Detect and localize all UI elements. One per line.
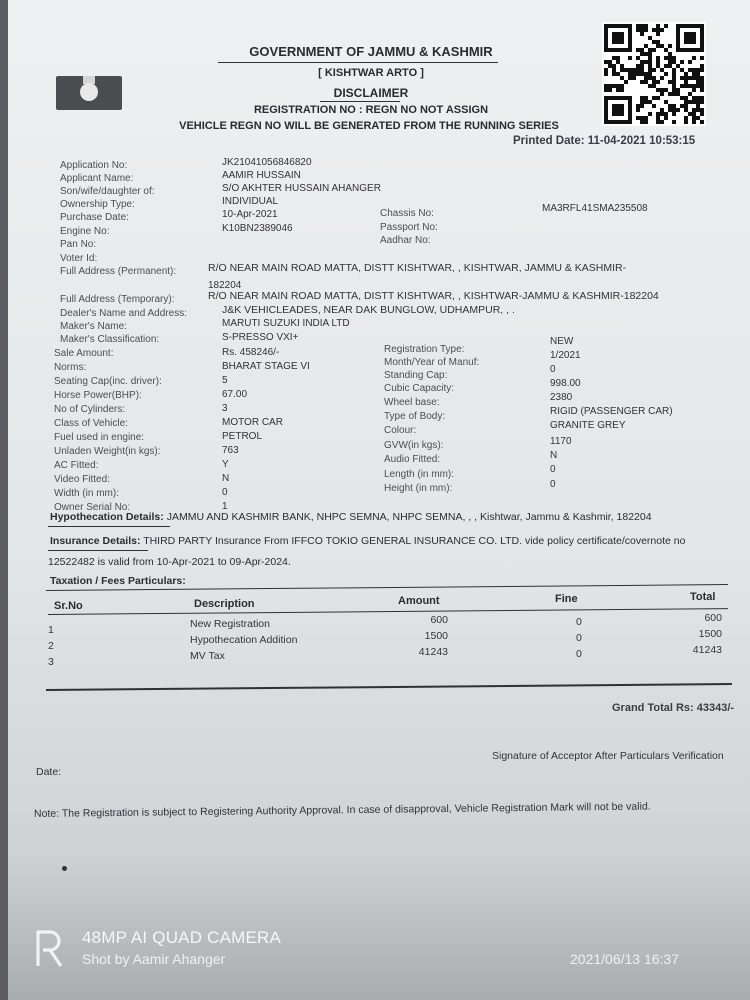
applicant-field-value: 10-Apr-2021: [222, 209, 278, 220]
fee-fine: 0: [576, 632, 582, 644]
fee-fine: 0: [576, 648, 582, 660]
spec-label: No of Cylinders:: [54, 404, 126, 415]
applicant-field-label: Applicant Name:: [60, 173, 134, 184]
spec-label: Norms:: [54, 362, 87, 373]
insurance-details: [50, 535, 685, 547]
spec-label: Video Fitted:: [54, 474, 110, 485]
fee-amount: 1500: [424, 630, 448, 642]
spec-value: 0: [222, 487, 228, 498]
insurance-underline: [48, 550, 148, 551]
spec-right-label: Colour:: [384, 425, 417, 436]
fee-total: 41243: [692, 644, 722, 656]
classification-label: Maker's Classification:: [60, 334, 160, 345]
applicant-field-label: Son/wife/daughter of:: [60, 186, 155, 197]
permanent-address-value: R/O NEAR MAIN ROAD MATTA, DISTT KISHTWAR, , KISHTWAR, JAMMU & KASHMIR-: [208, 262, 627, 274]
spec-value: MOTOR CAR: [222, 417, 283, 428]
printed-date: Printed Date: 11-04-2021 10:53:15: [513, 135, 696, 147]
spec-label: Owner Serial No:: [54, 502, 131, 513]
applicant-field-label: Voter Id:: [60, 253, 98, 264]
spec-right-label: Standing Cap:: [384, 370, 448, 381]
series-notice: VEHICLE REGN NO WILL BE GENERATED FROM THE RUNNING SERIES: [179, 120, 559, 132]
hypothecation-underline: [48, 526, 170, 527]
office-name: [ KISHTWAR ARTO ]: [318, 67, 424, 79]
government-title: GOVERNMENT OF JAMMU & KASHMIR: [249, 44, 493, 59]
temporary-address-label: Full Address (Temporary):: [60, 294, 175, 305]
spec-right-label: Cubic Capacity:: [384, 383, 455, 394]
spec-right-value: 0: [550, 464, 556, 475]
spec-right-label: Wheel base:: [384, 397, 440, 408]
applicant-field-label: Application No:: [60, 160, 128, 171]
vehicle-id-label: Aadhar No:: [380, 235, 431, 246]
camera-brand-logo-icon: [34, 928, 66, 968]
disclaimer-underline: [320, 101, 400, 102]
permanent-address-pin: 182204: [208, 280, 242, 291]
maker-label: Maker's Name:: [60, 321, 127, 332]
spec-right-label: Month/Year of Manuf:: [384, 357, 480, 368]
spec-right-value: 2380: [550, 392, 573, 403]
spec-right-value: N: [550, 450, 558, 461]
spec-label: Horse Power(BHP):: [54, 390, 142, 401]
spec-label: Seating Cap(inc. driver):: [54, 376, 162, 387]
insurance-label: Insurance Details:: [50, 535, 141, 547]
insurance-line-2: 12522482 is valid from 10-Apr-2021 to 09-Apr-2024.: [48, 556, 291, 568]
approval-note: Note: The Registration is subject to Registering Authority Approval. In case of disapproval, Vehicle Registration Mark will not be valid.: [33, 800, 651, 820]
spec-right-value: 998.00: [550, 378, 581, 389]
spec-label: Fuel used in engine:: [54, 432, 145, 443]
table-bottom-rule: [46, 683, 732, 690]
camera-watermark: 48MP AI QUAD CAMERA: [82, 928, 282, 947]
fee-sr-no: 2: [48, 640, 54, 652]
spec-value: 3: [222, 403, 228, 414]
spec-right-label: Type of Body:: [384, 411, 446, 422]
fee-amount: 41243: [418, 646, 448, 658]
fee-description: MV Tax: [190, 650, 225, 662]
header-sr-no: Sr.No: [54, 600, 83, 612]
acceptor-signature-line: Signature of Acceptor After Particulars Verification: [492, 750, 724, 762]
vehicle-id-value: MA3RFL41SMA235508: [542, 203, 648, 214]
applicant-field-value: JK21041056846820: [222, 157, 312, 168]
temporary-address-value: R/O NEAR MAIN ROAD MATTA, DISTT KISHTWAR, , KISHTWAR-JAMMU & KASHMIR-182204: [208, 290, 659, 302]
fee-amount: 600: [430, 614, 448, 626]
fees-section-label: Taxation / Fees Particulars:: [50, 575, 186, 587]
header-description: Description: [194, 598, 255, 610]
grand-total: Grand Total Rs: 43343/-: [612, 702, 735, 714]
spec-right-value: 0: [550, 364, 556, 375]
spec-value: PETROL: [222, 431, 263, 442]
spec-right-value: NEW: [550, 336, 574, 347]
spec-value: Y: [222, 459, 229, 470]
fee-description: New Registration: [190, 618, 270, 630]
header-total: Total: [690, 591, 716, 603]
photographer-credit: Shot by Aamir Ahanger: [82, 951, 226, 967]
header-fine: Fine: [555, 593, 578, 605]
spec-right-label: Length (in mm):: [384, 469, 455, 480]
spec-right-label: Height (in mm):: [384, 483, 453, 494]
spec-right-label: Audio Fitted:: [384, 454, 441, 465]
vehicle-id-label: Chassis No:: [380, 208, 434, 219]
dealer-label: Dealer's Name and Address:: [60, 308, 187, 319]
classification-value: S-PRESSO VXI+: [222, 332, 299, 343]
fee-total: 600: [704, 612, 722, 624]
spec-right-value: 0: [550, 479, 556, 490]
document-page: [8, 0, 750, 1000]
spec-right-value: 1/2021: [550, 350, 581, 361]
applicant-field-label: Engine No:: [60, 226, 110, 237]
fee-total: 1500: [698, 628, 722, 640]
date-label: Date:: [36, 766, 62, 778]
spec-right-value: RIGID (PASSENGER CAR): [550, 406, 673, 417]
spec-label: Sale Amount:: [54, 348, 114, 359]
applicant-field-label: Ownership Type:: [60, 199, 135, 210]
spec-right-label: Registration Type:: [384, 344, 465, 355]
spec-value: Rs. 458246/-: [222, 347, 280, 358]
spec-value: N: [222, 473, 230, 484]
spec-value: 67.00: [222, 389, 248, 400]
hypothecation-label: Hypothecation Details:: [50, 511, 164, 523]
hypothecation-details: [50, 511, 652, 523]
registration-number: REGISTRATION NO : REGN NO NOT ASSIGN: [253, 104, 489, 116]
insurance-line-1: THIRD PARTY Insurance From IFFCO TOKIO GENERAL INSURANCE CO. LTD. vide policy certificate/covernote no: [143, 535, 686, 547]
photo-timestamp: 2021/06/13 16:37: [570, 951, 679, 967]
spec-right-label: GVW(in kgs):: [384, 440, 444, 451]
spec-label: Width (in mm):: [54, 488, 119, 499]
hypothecation-value: JAMMU AND KASHMIR BANK, NHPC SEMNA, NHPC SEMNA, , , Kishtwar, Jammu & Kashmir, 182204: [166, 511, 652, 523]
fee-fine: 0: [576, 616, 582, 628]
header-amount: Amount: [398, 595, 440, 607]
fee-description: Hypothecation Addition: [190, 634, 298, 646]
applicant-field-value: S/O AKHTER HUSSAIN AHANGER: [222, 183, 381, 194]
applicant-field-label: Pan No:: [60, 239, 97, 250]
fee-sr-no: 3: [48, 656, 54, 668]
spec-label: Class of Vehicle:: [54, 418, 128, 429]
spec-value: 763: [222, 445, 239, 456]
fee-sr-no: 1: [48, 624, 54, 636]
applicant-field-label: Purchase Date:: [60, 212, 129, 223]
spec-value: BHARAT STAGE VI: [222, 361, 310, 372]
maker-value: MARUTI SUZUKI INDIA LTD: [222, 318, 350, 329]
spec-right-value: 1170: [550, 436, 572, 447]
spec-right-value: GRANITE GREY: [550, 420, 626, 431]
title-underline: [218, 62, 498, 63]
applicant-field-value: AAMIR HUSSAIN: [222, 170, 301, 181]
spec-label: Unladen Weight(in kgs):: [54, 446, 161, 457]
applicant-field-value: INDIVIDUAL: [222, 196, 279, 207]
spec-value: 1: [222, 501, 228, 512]
spec-label: AC Fitted:: [54, 460, 99, 471]
permanent-address-label: Full Address (Permanent):: [60, 266, 177, 277]
spec-value: 5: [222, 375, 228, 386]
vehicle-id-label: Passport No:: [380, 222, 438, 233]
qr-code: [602, 22, 706, 126]
dealer-value: J&K VEHICLEADES, NEAR DAK BUNGLOW, UDHAMPUR, , .: [222, 304, 515, 316]
applicant-field-value: K10BN2389046: [222, 223, 293, 234]
ink-dot: [62, 866, 67, 871]
document-type: DISCLAIMER: [333, 86, 409, 100]
